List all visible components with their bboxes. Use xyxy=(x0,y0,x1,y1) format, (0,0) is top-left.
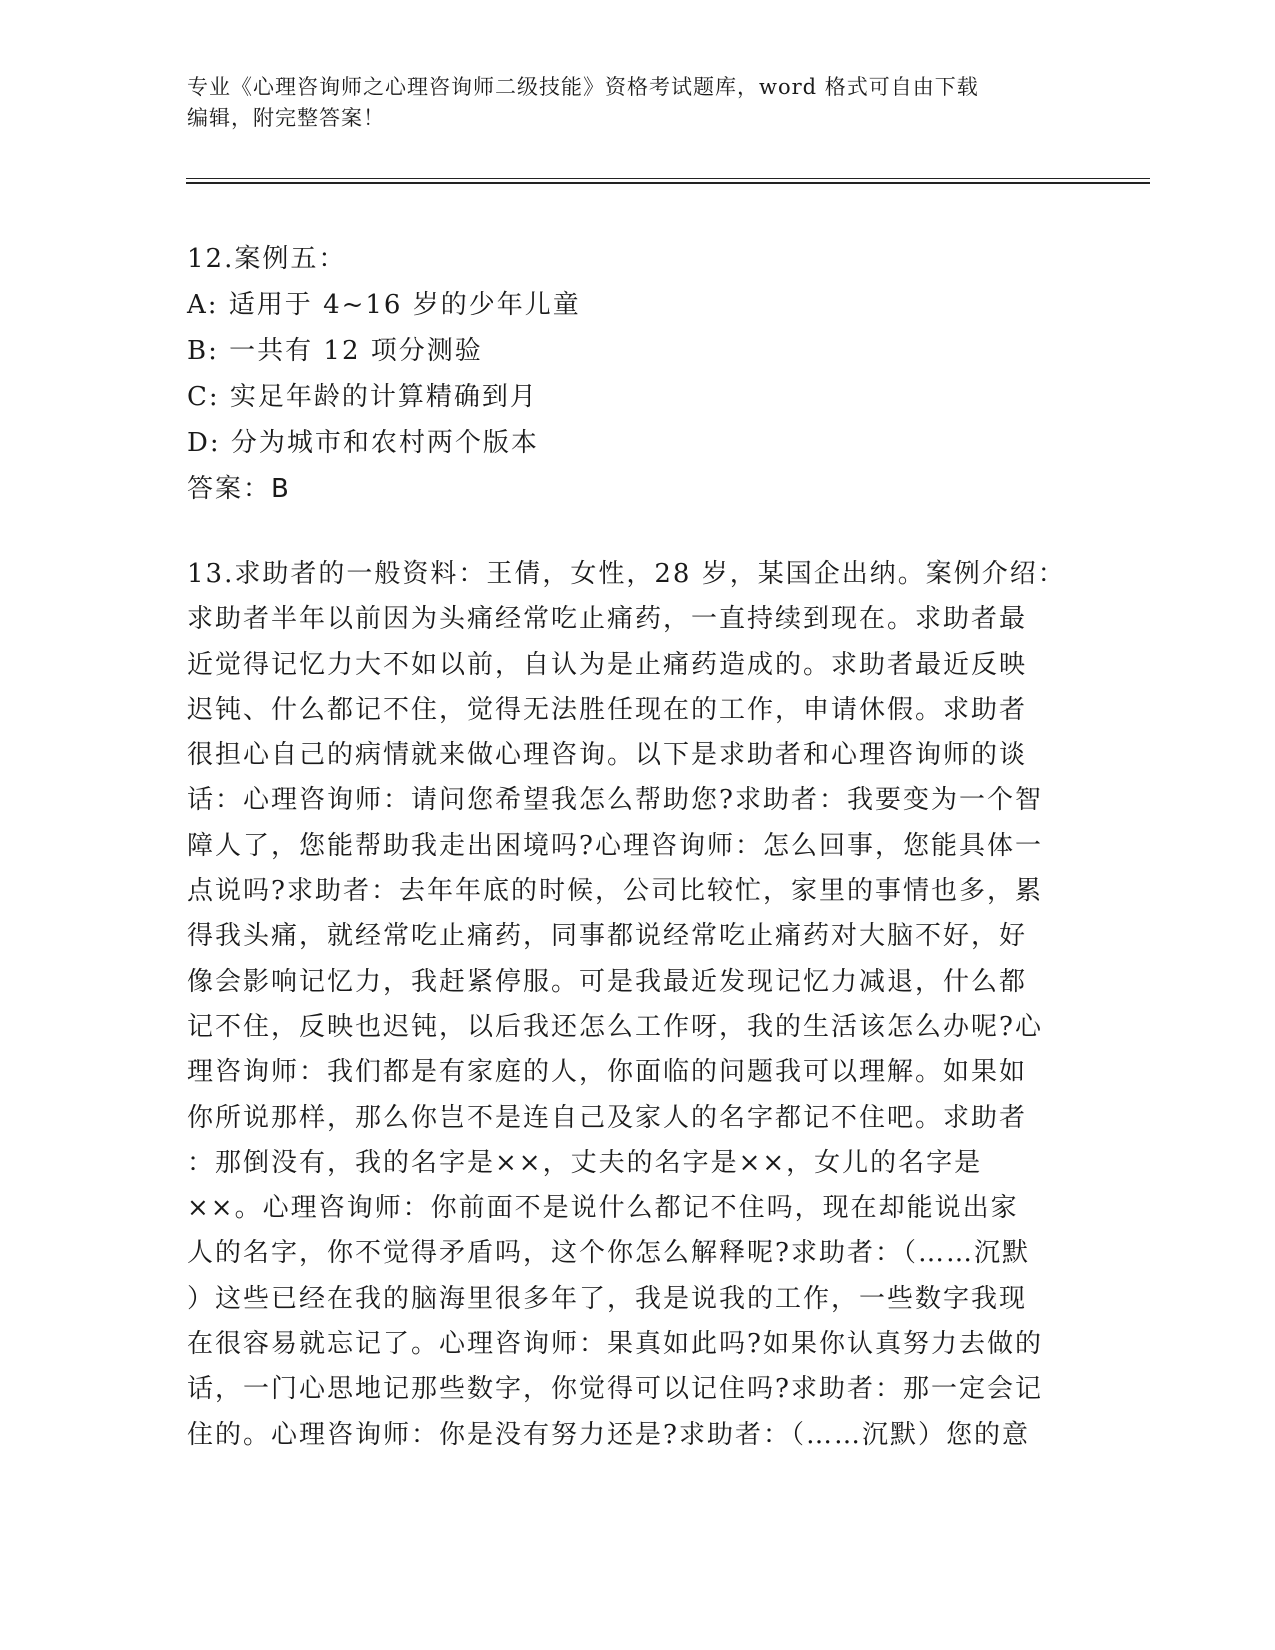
question-13-line: 迟钝、什么都记不住，觉得无法胜任现在的工作，申请休假。求助者 xyxy=(187,694,1028,725)
question-13-line: ：那倒没有，我的名字是××，丈夫的名字是××，女儿的名字是 xyxy=(187,1147,983,1178)
question-13-line: 你所说那样，那么你岂不是连自己及家人的名字都记不住吧。求助者 xyxy=(187,1102,1028,1133)
question-13 xyxy=(187,552,1087,1458)
question-13-line: 像会影响记忆力，我赶紧停服。可是我最近发现记忆力减退，什么都 xyxy=(187,966,1028,997)
question-13-line: 人的名字，你不觉得矛盾吗，这个你怎么解释呢?求助者：（……沉默 xyxy=(187,1238,1030,1269)
header-divider-thick xyxy=(186,182,1150,184)
question-13-line: 记不住，反映也迟钝，以后我还怎么工作呀，我的生活该怎么办呢?心 xyxy=(187,1011,1043,1042)
question-13-line: 求助者半年以前因为头痛经常吃止痛药，一直持续到现在。求助者最 xyxy=(187,604,1028,635)
question-13-line: 13.求助者的一般资料：王倩，女性，28 岁，某国企出纳。案例介绍： xyxy=(187,559,1066,589)
question-12 xyxy=(187,236,1087,512)
question-13-line: ）这些已经在我的脑海里很多年了，我是说我的工作，一些数字我现 xyxy=(187,1283,1028,1314)
header-line-2: 编辑，附完整答案！ xyxy=(187,106,385,130)
question-12-option-c: C: 实足年龄的计算精确到月 xyxy=(187,382,538,412)
question-13-line: 话，一门心思地记那些数字，你觉得可以记住吗?求助者：那一定会记 xyxy=(187,1374,1043,1405)
question-13-line: 很担心自己的病情就来做心理咨询。以下是求助者和心理咨询师的谈 xyxy=(187,740,1028,771)
question-12-answer: 答案：B xyxy=(187,474,291,504)
question-13-line: 障人了，您能帮助我走出困境吗?心理咨询师：怎么回事，您能具体一 xyxy=(187,830,1043,861)
question-13-line: 在很容易就忘记了。心理咨询师：果真如此吗?如果你认真努力去做的 xyxy=(187,1329,1043,1360)
question-13-line: 近觉得记忆力大不如以前，自认为是止痛药造成的。求助者最近反映 xyxy=(187,649,1028,680)
question-12-option-d: D: 分为城市和农村两个版本 xyxy=(187,428,539,458)
header-divider-thin xyxy=(186,178,1150,179)
question-12-option-b: B: 一共有 12 项分测验 xyxy=(187,336,483,366)
question-13-line: 住的。心理咨询师：你是没有努力还是?求助者：（……沉默）您的意 xyxy=(187,1419,1030,1450)
question-12-option-a: A: 适用于 4~16 岁的少年儿童 xyxy=(187,290,581,320)
header-line-1: 专业《心理咨询师之心理咨询师二级技能》资格考试题库，word 格式可自由下载 xyxy=(187,75,979,99)
document-header xyxy=(187,72,1087,134)
question-13-line: ××。心理咨询师：你前面不是说什么都记不住吗，现在却能说出家 xyxy=(187,1193,1019,1224)
question-13-line: 话：心理咨询师：请问您希望我怎么帮助您?求助者：我要变为一个智 xyxy=(187,785,1043,816)
question-13-line: 点说吗?求助者：去年年底的时候，公司比较忙，家里的事情也多，累 xyxy=(187,876,1043,907)
question-13-line: 得我头痛，就经常吃止痛药，同事都说经常吃止痛药对大脑不好，好 xyxy=(187,921,1028,952)
question-13-line: 理咨询师：我们都是有家庭的人，你面临的问题我可以理解。如果如 xyxy=(187,1057,1028,1088)
question-12-title: 12.案例五： xyxy=(187,244,347,274)
